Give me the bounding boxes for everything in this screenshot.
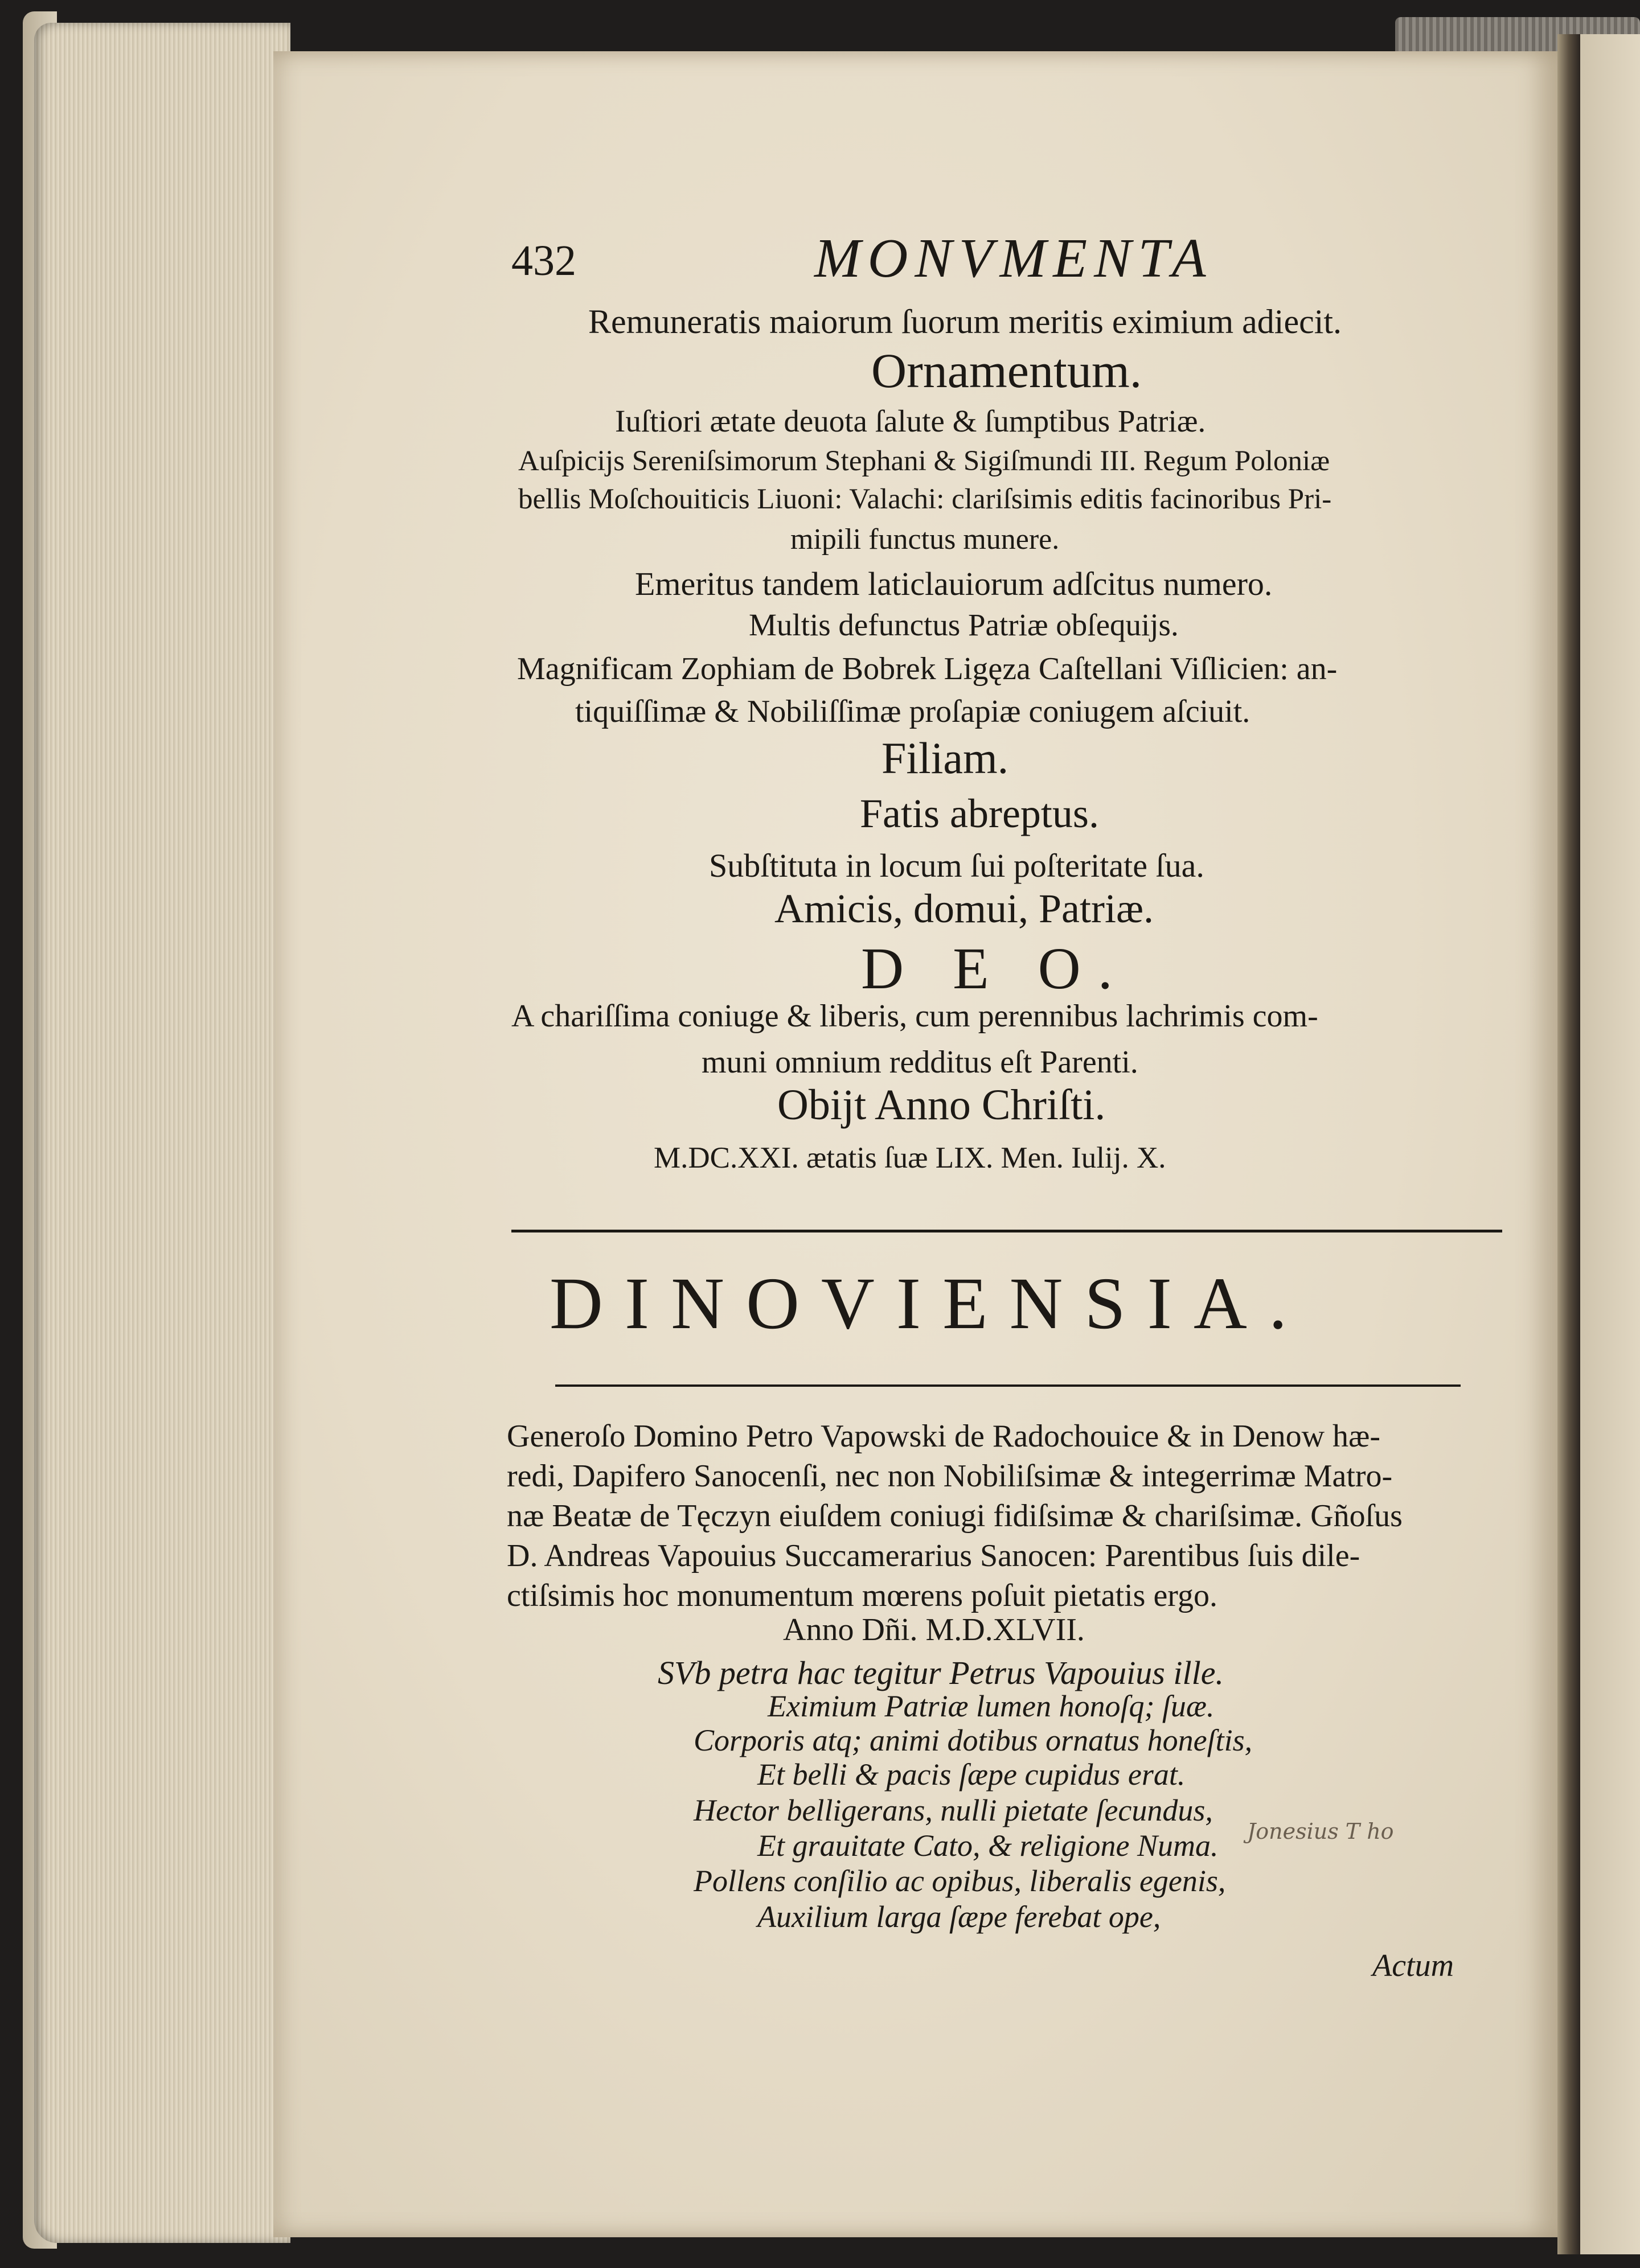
epitaph-line: bellis Moſchouiticis Liuoni: Valachi: clariſsimis editis facinoribus Pri- [518, 483, 1332, 515]
dedication-line: Generoſo Domino Petro Vapowski de Radochouice & in Denow hæ- [507, 1419, 1381, 1454]
dedication-line: D. Andreas Vapouius Succamerarius Sanocen: Parentibus ſuis dile- [507, 1538, 1360, 1573]
poem-line: Et belli & pacis ſæpe cupidus erat. [757, 1757, 1186, 1792]
epitaph-line: Magnificam Zophiam de Bobrek Ligęza Caſtellani Viſlicien: an- [517, 651, 1338, 687]
epitaph-line: Emeritus tandem laticlauiorum adſcitus numero. [635, 565, 1273, 602]
epitaph-heading: Amicis, domui, Patriæ. [774, 886, 1154, 931]
page-number: 432 [511, 237, 576, 285]
running-head: MONVMENTA [814, 228, 1213, 289]
epitaph-line: muni omnium redditus eſt Parenti. [702, 1045, 1138, 1080]
poem-line: SVb petra hac tegitur Petrus Vapouius ille. [658, 1654, 1224, 1691]
gutter [1557, 34, 1580, 2254]
epitaph-line: Remuneratis maiorum ſuorum meritis eximium adiecit. [588, 303, 1342, 340]
rule-bottom [555, 1384, 1461, 1387]
section-title: DINOVIENSIA. [550, 1263, 1309, 1345]
poem-line: Auxilium larga ſæpe ferebat ope, [757, 1900, 1161, 1934]
facing-page [1580, 34, 1640, 2254]
epitaph-line: tiquiſſimæ & Nobiliſſimæ proſapiæ coniugem aſciuit. [575, 694, 1250, 729]
epitaph-heading: Fatis abreptus. [860, 791, 1099, 836]
page-edges [34, 23, 290, 2243]
epitaph-line: M.DC.XXI. ætatis ſuæ LIX. Men. Iulij. X. [654, 1141, 1166, 1174]
epitaph-line: mipili functus munere. [790, 523, 1060, 556]
poem-line: Eximium Patriæ lumen honoſq; ſuæ. [768, 1689, 1215, 1723]
epitaph-heading: Filiam. [882, 733, 1009, 783]
epitaph-line: Multis defunctus Patriæ obſequijs. [749, 607, 1179, 642]
epitaph-heading: Obijt Anno Chriſti. [777, 1081, 1106, 1129]
poem-line: Et grauitate Cato, & religione Numa. [757, 1829, 1219, 1863]
epitaph-heading: Ornamentum. [871, 343, 1142, 398]
epitaph-line: Auſpicijs Sereniſsimorum Stephani & Sigiſmundi III. Regum Poloniæ [518, 445, 1330, 477]
epitaph-line: Subſtituta in locum ſui poſteritate ſua. [709, 847, 1204, 884]
epitaph-line: Iuſtiori ætate deuota ſalute & ſumptibus Patriæ. [615, 404, 1206, 438]
dedication-line: næ Beatæ de Tęczyn eiuſdem coniugi fidiſsimæ & chariſsimæ. Gñoſus [507, 1498, 1403, 1534]
epitaph-heading: D E O. [861, 936, 1130, 1001]
dedication-date: Anno Dñi. M.D.XLVII. [783, 1612, 1085, 1647]
rule-top [511, 1230, 1502, 1232]
dedication-line: redi, Dapifero Sanocenſi, nec non Nobiliſsimæ & integerrimæ Matro- [507, 1458, 1393, 1494]
poem-line: Corporis atq; animi dotibus ornatus honeſtis, [694, 1723, 1253, 1757]
epitaph-line: A chariſſima coniuge & liberis, cum perennibus lachrimis com- [511, 999, 1318, 1034]
poem-line: Hector belligerans, nulli pietate ſecundus, [694, 1793, 1213, 1827]
catchword: Actum [1372, 1948, 1454, 1983]
dedication-line: ctiſsimis hoc monumentum mœrens poſuit pietatis ergo. [507, 1578, 1217, 1613]
marginal-note: Jonesius T ho [1247, 1819, 1394, 1844]
poem-line: Pollens conſilio ac opibus, liberalis egenis, [694, 1864, 1226, 1898]
